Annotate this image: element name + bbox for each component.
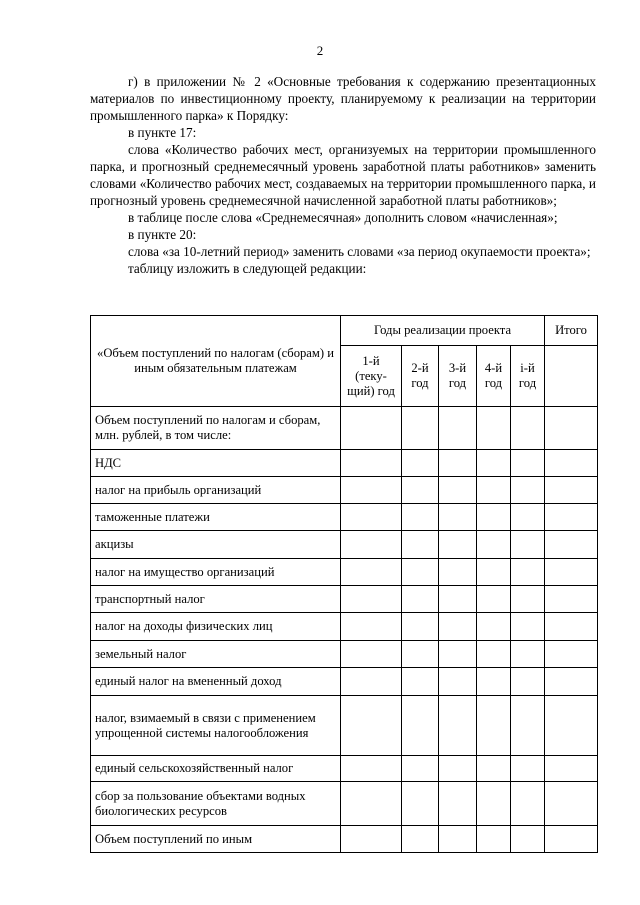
paragraph: в пункте 20: [128,227,197,242]
page-number: 2 [316,43,324,58]
table-row [91,756,598,782]
row-label: акцизы [91,531,341,559]
body-text [90,73,596,277]
row-label: налог, взимаемый в связи с применением упрощенной системы налогообложения [91,696,341,756]
table-row [91,407,598,450]
year-col: 4-й год [477,346,511,407]
header-years: Годы реализации проекта [341,316,545,346]
paragraph: слова «Количество рабочих мест, организуемых на территории промышленного парка, и прогнозный среднемесячный уровень заработной платы работников» заменить словами «Количество рабочих мест, создаваемых на территории промышленного парка, и прогнозный уровень среднемесячной начисленной заработной платы работников»; [90,142,596,208]
table-row [91,696,598,756]
row-label: таможенные платежи [91,504,341,531]
table-row [91,641,598,668]
row-label: Объем поступлений по налогам и сборам, млн. рублей, в том числе: [91,407,341,450]
table-row [91,477,598,504]
year-col: 2-й год [402,346,439,407]
row-label: налог на имущество организаций [91,559,341,586]
row-label: земельный налог [91,641,341,668]
paragraph: в таблице после слова «Среднемесячная» дополнить словом «начисленная»; [128,210,558,225]
paragraph: г) в приложении № 2 «Основные требования к содержанию презентационных материалов по инвестиционному проекту, планируемому к реализации на территории промышленного парка» к Порядку: [90,74,596,123]
row-label: НДС [91,450,341,477]
row-label: единый налог на вмененный доход [91,668,341,696]
table-row [91,559,598,586]
table-row [91,531,598,559]
table-row [91,504,598,531]
row-label: единый сельскохозяйственный налог [91,756,341,782]
row-label: налог на доходы физических лиц [91,613,341,641]
total-cell [545,346,598,407]
table-row [91,782,598,826]
year-col: 3-й год [439,346,477,407]
row-label: Объем поступлений по иным [91,826,341,853]
row-label: сбор за пользование объектами водных биологических ресурсов [91,782,341,826]
year-col: i-й год [511,346,545,407]
table-row [91,826,598,853]
table-row [91,450,598,477]
paragraph: в пункте 17: [128,125,197,140]
row-label: налог на прибыль организаций [91,477,341,504]
table-row [91,668,598,696]
tax-table [90,315,598,853]
paragraph: слова «за 10-летний период» заменить словами «за период окупаемости проекта»; [128,244,591,259]
row-label: транспортный налог [91,586,341,613]
table-row [91,613,598,641]
year-col: 1-й (теку-щий) год [341,346,402,407]
paragraph: таблицу изложить в следующей редакции: [128,261,367,276]
table-row [91,586,598,613]
header-main: «Объем поступлений по налогам (сборам) и иным обязательным платежам [91,316,341,407]
header-total: Итого [545,316,598,346]
